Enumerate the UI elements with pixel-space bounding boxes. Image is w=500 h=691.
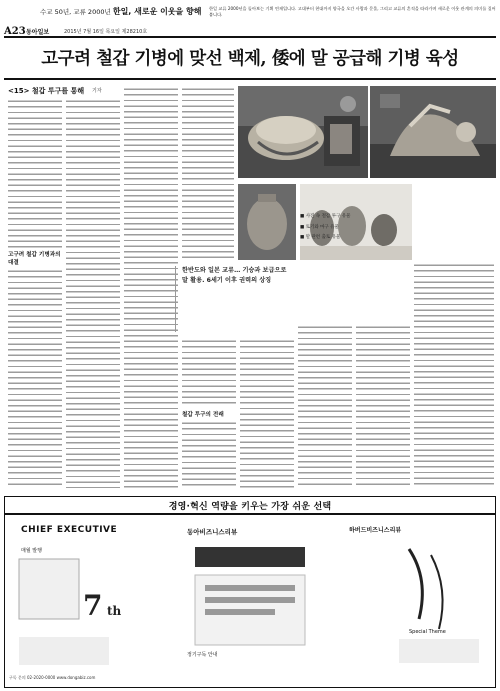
- photo-horse-armor: [370, 86, 496, 178]
- subhead-2: 철갑 투구의 전래: [182, 412, 224, 418]
- pull-quote: 한반도와 일본 교류… 기승과 보급으로 말 활용. 6세기 이후 권력의 상징: [175, 266, 293, 332]
- pottery-drawing: [238, 184, 296, 260]
- body-column-4-bottom: [182, 338, 236, 488]
- article-headline: 고구려 철갑 기병에 맞선 백제, 倭에 말 공급해 기병 육성: [41, 49, 459, 69]
- issue-date: 2015년 7월 16일 목요일 제28210호: [64, 29, 148, 35]
- byline: 기자: [92, 88, 102, 94]
- svg-text:th: th: [107, 604, 122, 618]
- slogan-title: 한일, 새로운 이웃을 향해: [112, 7, 202, 16]
- body-text-block: [182, 420, 236, 488]
- ad-panel-dbr[interactable]: [175, 519, 325, 679]
- ad-panel-2-sub: 정기구독 안내: [187, 652, 218, 658]
- body-text-block: [66, 98, 120, 488]
- body-column-6: [298, 324, 352, 488]
- series-slogan: [40, 6, 202, 17]
- helmet-photo-drawing: [238, 86, 368, 178]
- body-column-1: [8, 98, 62, 488]
- newspaper-name: 동아일보: [26, 29, 50, 36]
- body-column-2: [66, 98, 120, 488]
- body-text-block: [124, 86, 178, 488]
- slogan-prefix: 수교 50년, 교류 2000년: [40, 8, 111, 16]
- body-text-block: [8, 98, 62, 248]
- photo-captions: [300, 214, 496, 318]
- photo-pottery: [238, 184, 296, 260]
- ad-panel-1-graphic: [11, 519, 161, 675]
- ad-panel-1-label: CHIEF EXECUTIVE: [21, 525, 118, 535]
- ad-title-rule: [5, 513, 495, 515]
- ad-panel-2-label: 동아비즈니스리뷰: [187, 528, 238, 536]
- body-column-7: [356, 324, 410, 488]
- body-text-block: [182, 86, 234, 262]
- ad-panel-hbr[interactable]: [339, 519, 489, 679]
- subhead-1: 고구려 철갑 기병과의 대결: [8, 252, 61, 266]
- masthead-left: [4, 4, 202, 38]
- ad-panel-3-label: 하버드비즈니스리뷰: [349, 527, 402, 534]
- ad-title: 경영·혁신 역량을 키우는 가장 쉬운 선택: [168, 502, 332, 512]
- series-label: <15> 철갑 투구를 통해: [8, 87, 85, 95]
- body-column-5: [240, 338, 294, 488]
- masthead: [4, 4, 496, 38]
- body-text-block: [8, 268, 62, 488]
- ad-footer: 구독 문의 02-2020-0000 www.dongabiz.com: [9, 675, 96, 680]
- photo-armor-helmet: [238, 86, 368, 178]
- ad-panel-3-graphic: [339, 519, 489, 675]
- caption-1-text: 사진 속 철갑 투구 유물: [305, 214, 351, 219]
- headline-rule: [4, 78, 496, 80]
- caption-3: ■ 말 관련 출토 유물: [300, 235, 341, 240]
- caption-1: ■ 사진 속 철갑 투구 유물: [300, 214, 351, 219]
- body-column-4-top: [182, 86, 234, 262]
- caption-2: ■ 토기와 마구 유물: [300, 224, 339, 230]
- ad-panel-3-sub: Special Theme: [409, 629, 446, 635]
- body-text-block: [182, 338, 236, 408]
- page-number: A23: [4, 26, 26, 37]
- series-intro-note: 한일 교류 2000년을 돌아보는 기획 연재입니다. 고대부터 현대까지 양국을 오간 사람과 문물, 그리고 교류의 흔적을 따라가며 새로운 이웃 관계의 의미를 짚어봅니다.: [209, 6, 496, 17]
- advertisement[interactable]: [4, 496, 496, 688]
- svg-text:7: 7: [83, 589, 103, 622]
- caption-3-text: 말 관련 출토 유물: [305, 235, 341, 240]
- ad-panel-ceo[interactable]: [11, 519, 161, 679]
- body-text-block: [356, 324, 410, 488]
- body-text-block: [298, 324, 352, 488]
- body-column-3: [124, 86, 178, 488]
- body-text-block: [240, 338, 294, 488]
- ad-panel-1-sub: 매월 발행: [21, 548, 42, 554]
- caption-2-text: 토기와 마구 유물: [305, 224, 339, 230]
- horse-armor-drawing: [370, 86, 496, 178]
